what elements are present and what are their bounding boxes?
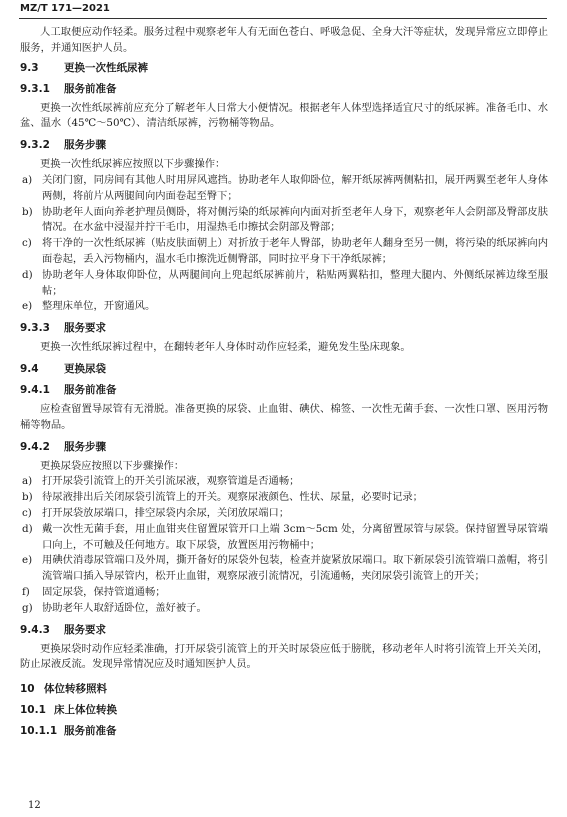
section-number: 10.1: [20, 704, 46, 717]
list-marker: c): [22, 506, 32, 519]
list-text: 打开尿袋放尿端口，排空尿袋内余尿，关闭放尿端口；: [42, 506, 290, 519]
list-marker: a): [22, 173, 33, 186]
section-title: 服务前准备: [64, 383, 117, 396]
document-body: [20, 25, 548, 743]
section-heading: [20, 138, 548, 153]
paragraph: 更换尿袋应按照以下步骤操作：: [40, 459, 185, 472]
list-text: 打开尿袋引流管上的开关引流尿液，观察管道是否通畅；: [42, 475, 300, 488]
paragraph: 人工取便应动作轻柔。服务过程中观察老年人有无面色苍白、呼吸急促、全身大汗等症状，发现异常应立即停止服务，并通知医护人员。: [20, 26, 548, 54]
list-marker: e): [22, 300, 33, 313]
list-item: [20, 268, 548, 300]
section-heading: [20, 82, 548, 97]
list-marker: b): [22, 491, 33, 504]
step-list: [20, 173, 548, 315]
section-title: 更换尿袋: [64, 362, 106, 375]
section-number: 10: [20, 683, 35, 696]
list-text: 整理床单位，开窗通风。: [42, 300, 156, 313]
list-marker: a): [22, 475, 33, 488]
section-heading: [20, 61, 548, 76]
section-title: 服务要求: [64, 322, 106, 335]
section-title: 服务前准备: [64, 82, 117, 95]
section-heading: [20, 703, 548, 718]
list-text: 戴一次性无菌手套，用止血钳夹住留置尿管开口上端 3cm～5cm 处，分离留置尿管与尿袋。保持留置导尿管端口向上，不可触及任何地方。取下尿袋，放置医用污物桶中；: [42, 522, 548, 551]
section-heading: [20, 440, 548, 455]
section-number: 9.3: [20, 61, 39, 74]
chapter-heading: [20, 682, 548, 697]
list-item: [20, 173, 548, 205]
list-text: 协助老年人取舒适卧位，盖好被子。: [42, 601, 207, 614]
paragraph: 更换一次性纸尿裤过程中，在翻转老年人身体时动作应轻柔，避免发生坠床现象。: [40, 341, 411, 354]
section-heading: [20, 623, 548, 638]
list-text: 协助老年人身体取仰卧位，从两腿间向上兜起纸尿裤前片，粘贴两翼粘扣，整理大腿内、外侧纸尿裤边缘至服帖；: [42, 268, 548, 297]
list-text: 用碘伏消毒尿管端口及外周，撕开备好的尿袋外包装，检查并旋紧放尿端口。取下新尿袋引流管端口盖帽，将引流管端口插入导尿管内，松开止血钳，观察尿液引流情况，引流通畅，夹闭尿袋引流管上的开关；: [42, 554, 548, 583]
step-list: [20, 474, 548, 616]
paragraph: 应检查留置导尿管有无滑脱。准备更换的尿袋、止血钳、碘伏、棉签、一次性无菌手套、一次性口罩、医用污物桶等物品。: [20, 402, 548, 431]
list-text: 固定尿袋，保持管道通畅；: [42, 585, 166, 598]
header-divider: [19, 18, 547, 19]
section-number: 9.4: [20, 362, 39, 375]
section-title: 服务前准备: [64, 725, 117, 738]
section-number: 9.4.2: [20, 440, 50, 453]
list-item: [20, 601, 548, 617]
section-heading: [20, 724, 548, 739]
section-heading: [20, 362, 548, 377]
list-item: [20, 490, 548, 506]
section-number: 9.3.1: [20, 82, 50, 95]
section-heading: [20, 321, 548, 336]
list-marker: e): [22, 554, 33, 567]
page-number: 12: [28, 800, 41, 811]
list-item: [20, 299, 548, 315]
list-marker: b): [22, 205, 33, 218]
section-title: 体位转移照料: [44, 683, 107, 696]
paragraph: 更换一次性纸尿裤应按照以下步骤操作：: [40, 158, 226, 171]
section-title: 服务步骤: [64, 440, 106, 453]
paragraph: 更换一次性纸尿裤前应充分了解老年人日常大小便情况。根据老年人体型选择适宜尺寸的纸尿裤。准备毛巾、水盆、温水（45℃～50℃）、清洁纸尿裤，污物桶等物品。: [20, 101, 548, 130]
section-number: 9.3.2: [20, 139, 50, 152]
section-title: 更换一次性纸尿裤: [64, 61, 148, 74]
section-heading: [20, 383, 548, 398]
section-number: 9.4.1: [20, 383, 50, 396]
list-item: [20, 585, 548, 601]
section-title: 床上体位转换: [54, 704, 117, 717]
list-text: 协助老年人面向养老护理员侧卧，将对侧污染的纸尿裤向内面对折至老年人身下，观察老年人会阴部及臀部皮肤情况。在水盆中浸湿并拧干毛巾，用湿热毛巾擦拭会阴部及臀部；: [42, 205, 548, 234]
list-marker: g): [22, 601, 33, 614]
standard-code: MZ/T 171—2021: [20, 3, 110, 14]
list-item: [20, 522, 548, 554]
list-item: [20, 236, 548, 268]
list-item: [20, 506, 548, 522]
list-marker: f): [22, 585, 30, 598]
paragraph: 更换尿袋时动作应轻柔准确，打开尿袋引流管上的开关时尿袋应低于膀胱，移动老年人时将引流管上开关关闭，防止尿液反流。发现异常情况应及时通知医护人员。: [20, 642, 548, 671]
list-item: [20, 474, 548, 490]
section-title: 服务步骤: [64, 139, 106, 152]
section-number: 9.4.3: [20, 623, 50, 636]
list-text: 关闭门窗，同房间有其他人时用屏风遮挡。协助老年人取仰卧位，解开纸尿裤两侧粘扣，展开两翼至老年人身体两侧，将前片从两腿间向内面卷起至臀下；: [42, 173, 548, 202]
list-text: 将干净的一次性纸尿裤（贴皮肤面朝上）对折放于老年人臀部，协助老年人翻身至另一侧，将污染的纸尿裤向内面卷起，丢入污物桶内，温水毛巾擦洗近侧臀部，同时拉平身下干净纸尿裤；: [42, 237, 548, 265]
section-number: 10.1.1: [20, 725, 58, 738]
list-marker: d): [22, 522, 33, 535]
list-text: 待尿液排出后关闭尿袋引流管上的开关。观察尿液颜色、性状、尿量，必要时记录；: [42, 491, 423, 504]
list-item: [20, 205, 548, 237]
section-title: 服务要求: [64, 623, 106, 636]
list-item: [20, 553, 548, 585]
list-marker: d): [22, 268, 33, 281]
section-number: 9.3.3: [20, 322, 50, 335]
list-marker: c): [22, 237, 32, 250]
